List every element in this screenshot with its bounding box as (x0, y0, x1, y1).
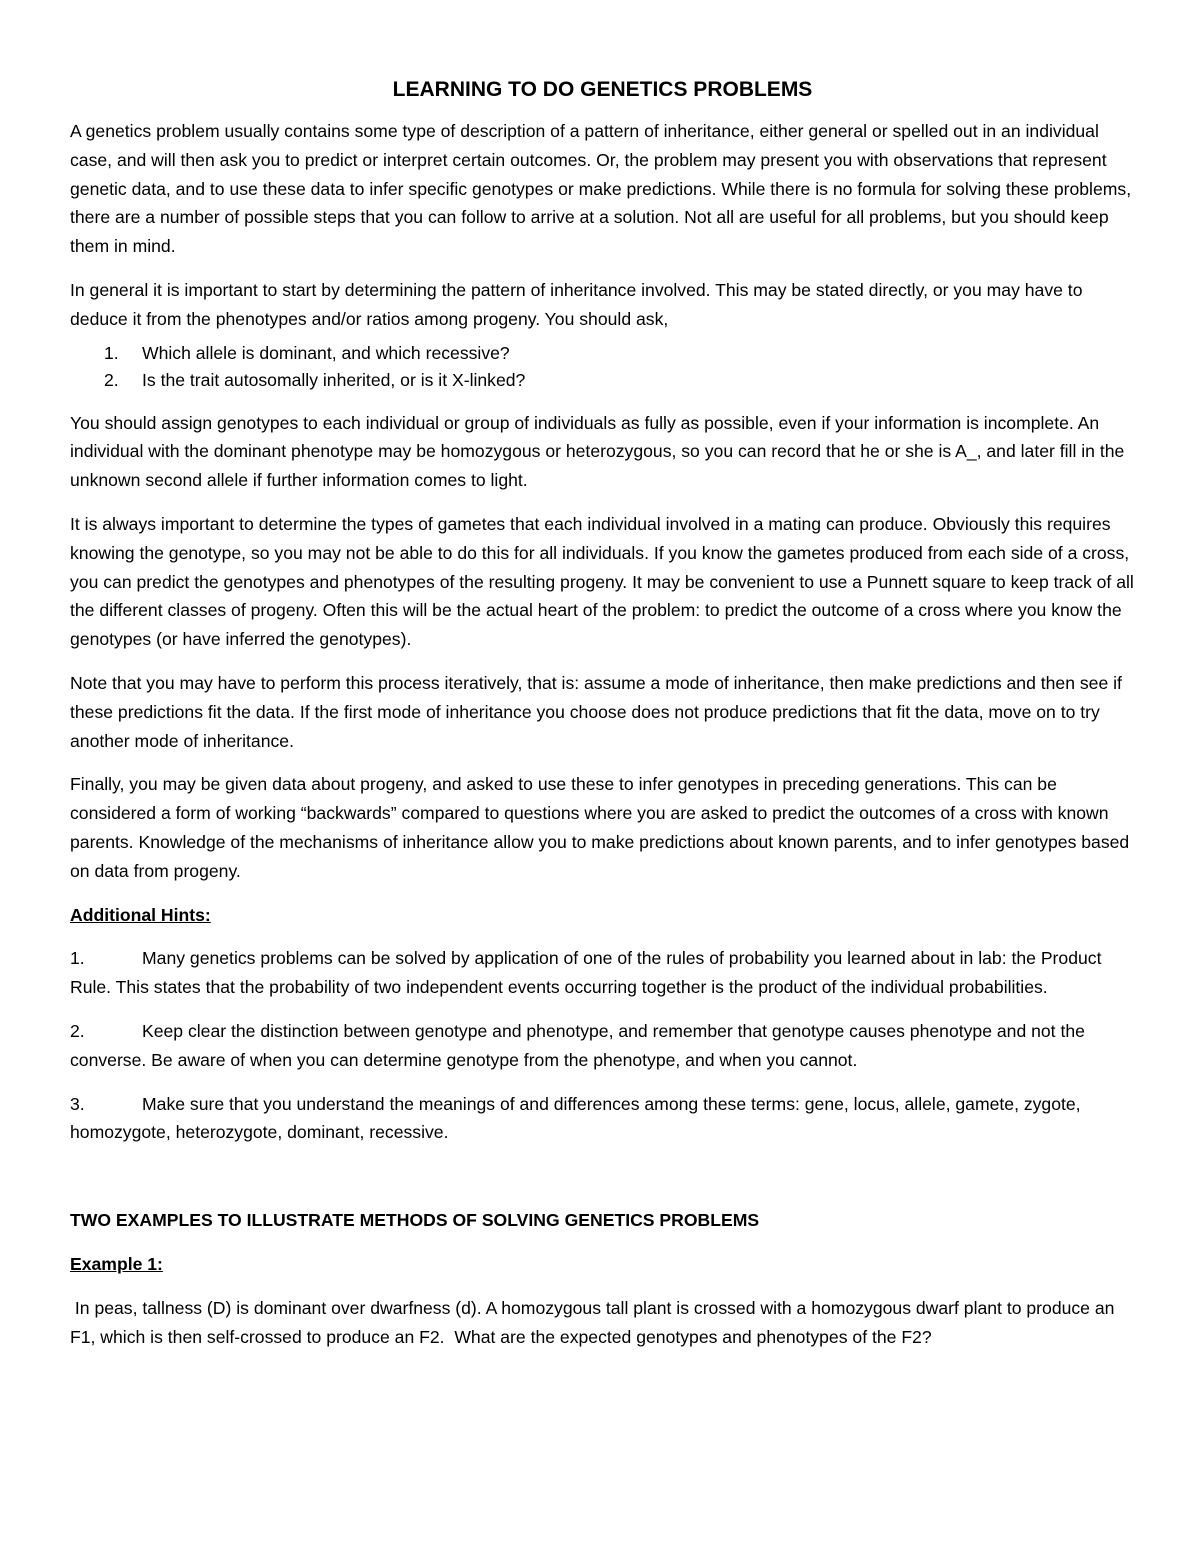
document-title: LEARNING TO DO GENETICS PROBLEMS (392, 78, 813, 101)
hint-item (70, 1090, 1135, 1148)
example-1-heading: Example 1: (70, 1253, 163, 1274)
pattern-paragraph: In general it is important to start by determining the pattern of inheritance involved. This may be stated directly, or you may have to deduce it from the phenotypes and/or ratios among progeny. You should ask, (70, 279, 1083, 329)
examples-heading: TWO EXAMPLES TO ILLUSTRATE METHODS OF SOLVING GENETICS PROBLEMS (70, 1210, 760, 1231)
hint-text: Make sure that you understand the meanings of and differences among these terms: gene, locus, allele, gamete, zygote, homozygote, heterozygote, dominant, recessive. (70, 1093, 1081, 1143)
backwards-paragraph: Finally, you may be given data about progeny, and asked to use these to infer genotypes in preceding generations. This can be considered a form of working “backwards” compared to questions where you are asked to predict the outcomes of a cross with known parents. Knowledge of the mechanisms of inheritance allow you to make predictions about known parents, and to infer genotypes based on data from progeny. (70, 774, 1130, 881)
hint-number: 1. (70, 948, 85, 969)
document-page (70, 76, 1135, 1366)
gametes-paragraph: It is always important to determine the types of gametes that each individual involved in a mating can produce. Obviously this requires knowing the genotype, so you may not be able to do this for all individuals. If you know the gametes produced from each side of a cross, you can predict the genotypes and phenotypes of the resulting progeny. It may be convenient to use a Punnett square to keep track of all the different classes of progeny. Often this will be the actual heart of the problem: to predict the outcome of a cross where you know the genotypes (or have inferred the genotypes). (70, 513, 1134, 650)
hint-item (70, 1017, 1135, 1075)
hint-item (70, 944, 1135, 1002)
hint-text: Keep clear the distinction between genotype and phenotype, and remember that genotype causes phenotype and not the converse. Be aware of when you can determine genotype from the phenotype, and when you cannot. (70, 1020, 1085, 1070)
questions-list (70, 340, 1135, 394)
list-item (70, 367, 1135, 394)
example-1-text: In peas, tallness (D) is dominant over dwarfness (d). A homozygous tall plant is crossed with a homozygous dwarf plant to produce an F1, which is then self-crossed to produce an F2. What are the expected genotypes and phenotypes of the F2? (70, 1297, 1120, 1347)
hint-number: 3. (70, 1093, 85, 1114)
section-spacer (70, 1162, 1135, 1206)
genotype-paragraph: You should assign genotypes to each individual or group of individuals as fully as possible, even if your information is incomplete. An individual with the dominant phenotype may be homozygous or heterozygous, so you can record that he or she is A_, and later fill in the unknown second allele if further information comes to light. (70, 412, 1125, 491)
list-text: Is the trait autosomally inherited, or is it X-linked? (142, 369, 526, 390)
list-number: 2. (104, 369, 119, 390)
list-item (70, 340, 1135, 367)
list-text: Which allele is dominant, and which recessive? (142, 342, 510, 363)
list-number: 1. (104, 342, 119, 363)
hint-text: Many genetics problems can be solved by application of one of the rules of probability you learned about in lab: the Product Rule. This states that the probability of two independent events occurring together is the product of the individual probabilities. (70, 948, 1102, 998)
iterative-paragraph: Note that you may have to perform this process iteratively, that is: assume a mode of inheritance, then make predictions and then see if these predictions fit the data. If the first mode of inheritance you choose does not produce predictions that fit the data, move on to try another mode of inheritance. (70, 672, 1122, 751)
hints-heading: Additional Hints: (70, 904, 211, 925)
hint-number: 2. (70, 1020, 85, 1041)
intro-paragraph: A genetics problem usually contains some type of description of a pattern of inheritance, either general or spelled out in an individual case, and will then ask you to predict or interpret certain outcomes. Or, the problem may present you with observations that represent genetic data, and to use these data to infer specific genotypes or make predictions. While there is no formula for solving these problems, there are a number of possible steps that you can follow to arrive at a solution. Not all are useful for all problems, but you should keep them in mind. (70, 121, 1132, 257)
